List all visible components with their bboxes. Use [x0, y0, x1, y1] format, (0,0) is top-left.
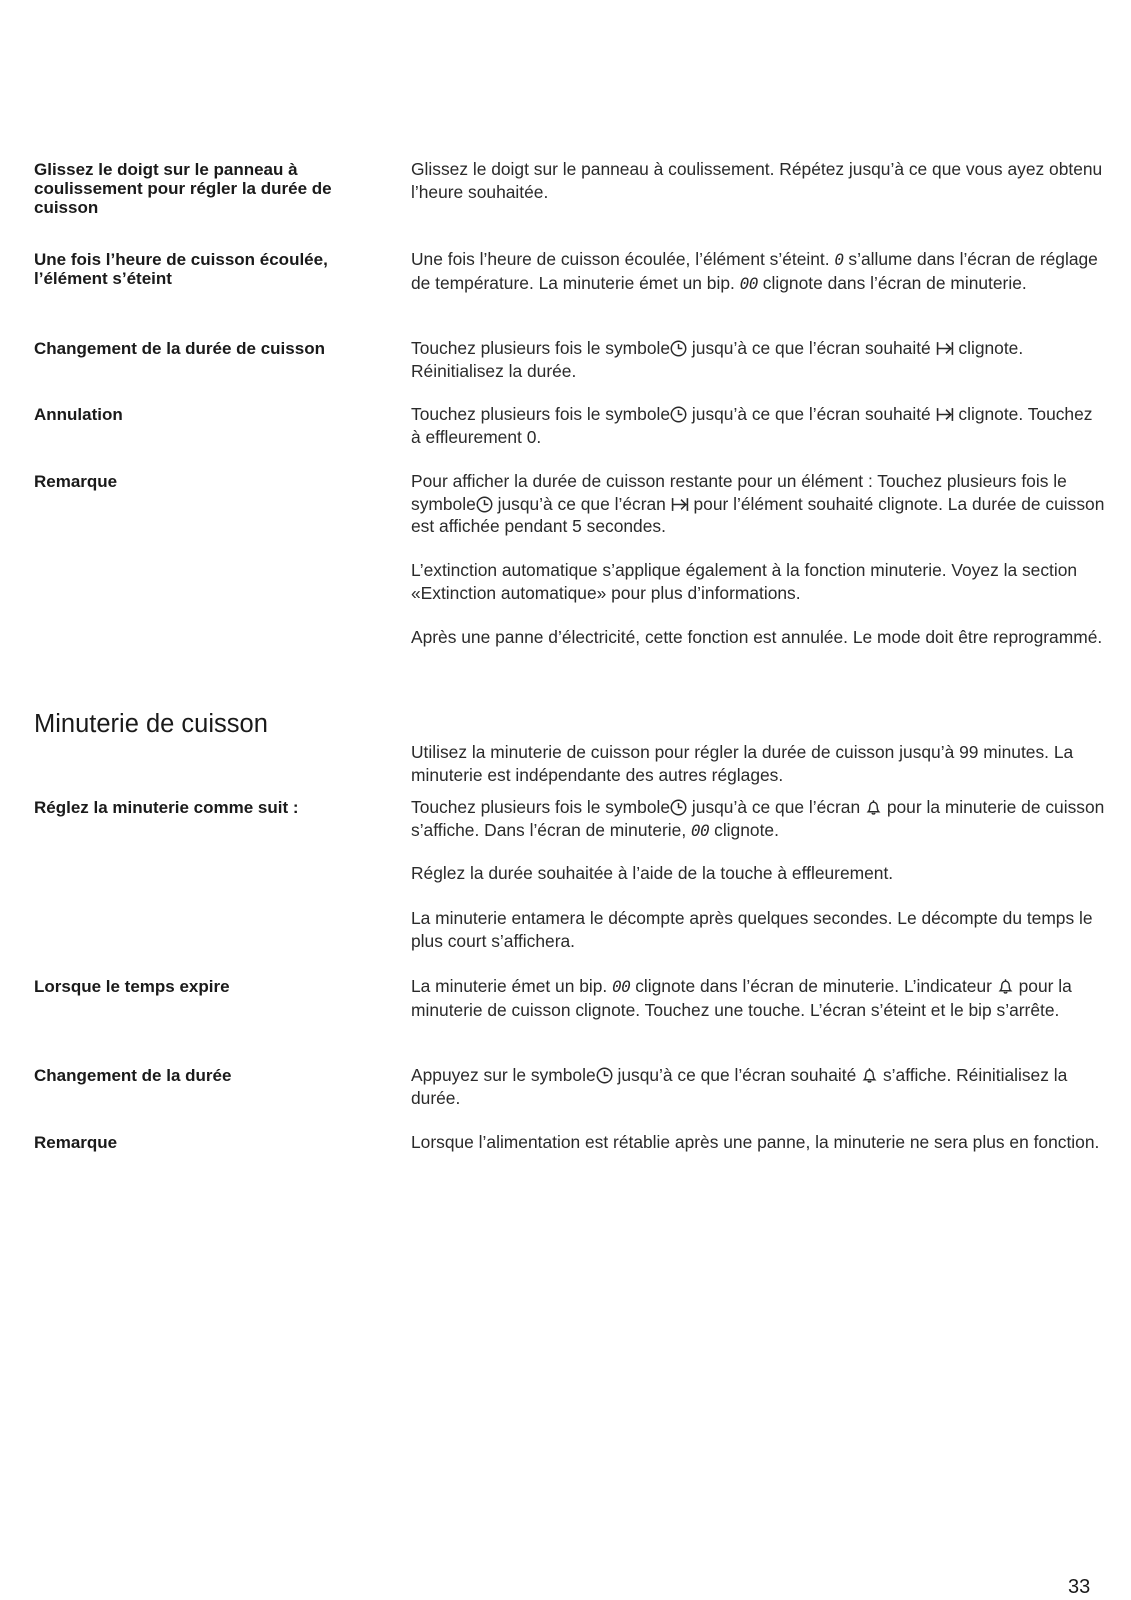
row-label: Changement de la durée de cuisson: [34, 339, 325, 358]
text-part: clignote. Touchez à effleurement 0.: [411, 404, 1093, 447]
text-part: Appuyez sur le symbole: [411, 1065, 596, 1085]
text-part: clignote dans l’écran de minuterie.: [762, 272, 1027, 293]
section-title: Minuterie de cuisson: [34, 710, 268, 738]
text-part: jusqu’à ce que l’écran: [497, 493, 666, 514]
segment-display-double-zero: 00: [739, 273, 758, 293]
duration-arrow-icon: [671, 496, 689, 513]
note-paragraph: Après une panne d’électricité, cette fonction est annulée. Le mode doit être reprogrammé.: [411, 627, 1103, 647]
row-text: Lorsque l’alimentation est rétablie après une panne, la minuterie ne sera plus en fonction.: [411, 1132, 1100, 1152]
note-paragraph: [411, 470, 1106, 538]
text-part: s’affiche. Réinitialisez la durée.: [411, 1065, 1068, 1108]
text-part: jusqu’à ce que l’écran: [691, 797, 861, 817]
clock-icon: [476, 496, 493, 513]
section-intro: Utilisez la minuterie de cuisson pour régler la durée de cuisson jusqu’à 99 minutes. La minuterie est indépendante des autres réglages.: [411, 742, 1074, 785]
row-label: Une fois l’heure de cuisson écoulée, l’élément s’éteint: [34, 250, 328, 288]
text-part: La minuterie émet un bip.: [411, 976, 608, 996]
row-text: [411, 403, 1106, 448]
text-part: pour la minuterie de cuisson clignote. Touchez une touche. L’écran s’éteint et le bip s’arrête.: [411, 976, 1072, 1020]
row-text: [411, 337, 1106, 382]
row-text: [411, 975, 1106, 1021]
text-part: s’allume dans l’écran de réglage de température. La minuterie émet un bip.: [411, 249, 1098, 293]
text-part: Touchez plusieurs fois le symbole: [411, 404, 671, 424]
row-label: Changement de la durée: [34, 1066, 232, 1085]
clock-icon: [596, 1067, 613, 1084]
row-text: La minuterie entamera le décompte après quelques secondes. Le décompte du temps le plus court s’affichera.: [411, 908, 1093, 951]
row-text: [411, 248, 1106, 295]
duration-arrow-icon: [936, 406, 954, 423]
segment-display-double-zero: 00: [612, 977, 631, 996]
row-label: Annulation: [34, 405, 123, 424]
row-label: Remarque: [34, 472, 118, 491]
text-part: Pour afficher la durée de cuisson restante pour un élément : Touchez plusieurs fois le symbole: [411, 471, 1067, 514]
clock-icon: [670, 799, 687, 816]
text-part: Touchez plusieurs fois le symbole: [411, 338, 671, 358]
text-part: pour l’élément souhaité clignote. La durée de cuisson est affichée pendant 5 secondes.: [411, 493, 1105, 537]
row-text: Réglez la durée souhaitée à l’aide de la touche à effleurement.: [411, 863, 894, 883]
text-part: jusqu’à ce que l’écran souhaité: [617, 1065, 857, 1085]
row-label: Lorsque le temps expire: [34, 977, 230, 996]
text-part: clignote. Réinitialisez la durée.: [411, 338, 1024, 381]
bell-icon: [861, 1067, 878, 1084]
row-label: Remarque: [34, 1133, 118, 1152]
text-part: jusqu’à ce que l’écran souhaité: [691, 404, 931, 424]
row-label: Réglez la minuterie comme suit :: [34, 798, 299, 817]
bell-icon: [997, 978, 1014, 995]
page-number: 33: [1068, 1576, 1091, 1598]
text-part: pour la minuterie de cuisson s’affiche. Dans l’écran de minuterie,: [411, 797, 1105, 840]
segment-display-double-zero: 00: [691, 820, 710, 840]
note-paragraph: L’extinction automatique s’applique également à la fonction minuterie. Voyez la section «Extinction automatique» pour plus d’informations.: [411, 560, 1078, 603]
text-part: Une fois l’heure de cuisson écoulée, l’élément s’éteint.: [411, 249, 830, 269]
segment-display-zero: 0: [834, 250, 844, 269]
clock-icon: [670, 340, 687, 357]
text-part: clignote dans l’écran de minuterie. L’indicateur: [635, 976, 992, 996]
text-part: clignote.: [714, 819, 779, 840]
clock-icon: [670, 406, 687, 423]
row-text: [411, 1064, 1106, 1109]
row-label: Glissez le doigt sur le panneau à coulissement pour régler la durée de cuisson: [34, 160, 332, 217]
row-text: Glissez le doigt sur le panneau à coulissement. Répétez jusqu’à ce que vous ayez obtenu l’heure souhaitée.: [411, 159, 1103, 202]
duration-arrow-icon: [936, 340, 954, 357]
row-text: [411, 796, 1106, 842]
text-part: Touchez plusieurs fois le symbole: [411, 797, 671, 817]
text-part: jusqu’à ce que l’écran souhaité: [691, 338, 931, 358]
bell-icon: [865, 799, 882, 816]
